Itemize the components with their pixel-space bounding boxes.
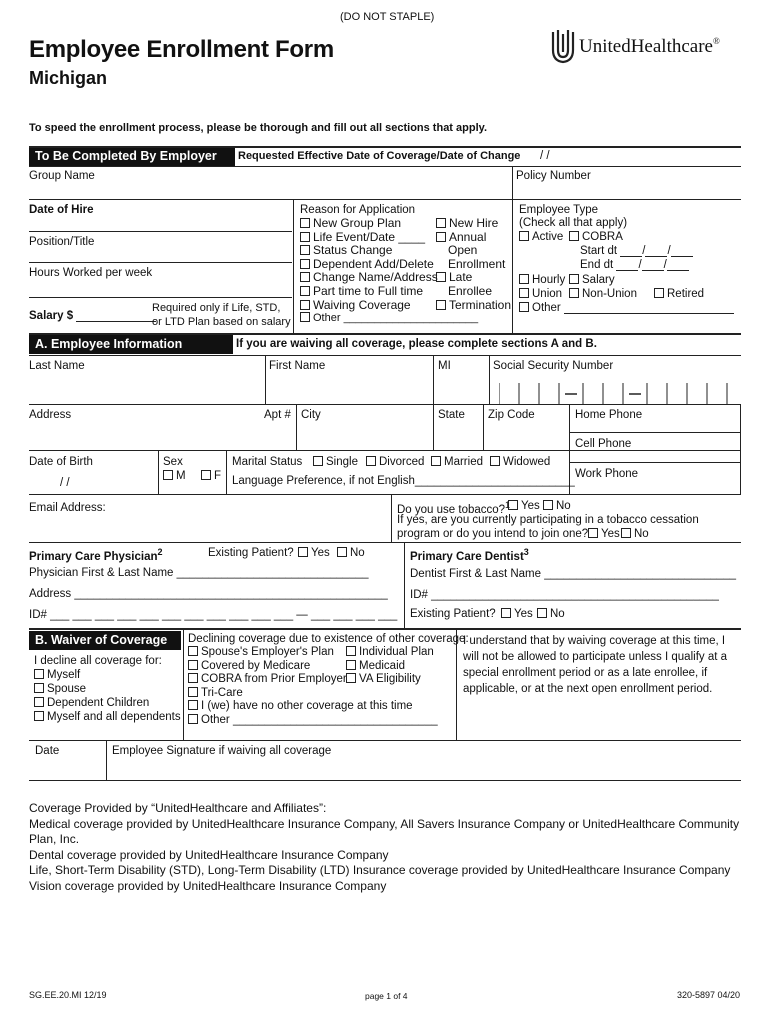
declining-va[interactable]: VA Eligibility	[346, 673, 434, 687]
checkbox-icon	[188, 714, 198, 724]
page-number: page 1 of 4	[365, 991, 408, 1001]
declining-other[interactable]: Other ________________________________	[188, 714, 438, 728]
checkbox-icon	[188, 646, 198, 656]
policy-number-field[interactable]: Policy Number	[516, 170, 591, 182]
type-other[interactable]: Other	[519, 302, 734, 314]
checkbox-icon	[300, 272, 310, 282]
employee-type-title: Employee Type	[519, 204, 599, 216]
checkbox-icon	[436, 232, 446, 242]
understand-line: I understand that by waiving coverage at this time, I	[463, 635, 726, 647]
tobacco-yes[interactable]: Yes	[508, 500, 540, 512]
effective-date-input[interactable]: / /	[540, 150, 550, 162]
declining-medicaid[interactable]: Medicaid	[346, 660, 434, 674]
employer-section-bar: To Be Completed By Employer	[29, 147, 235, 166]
reason-change-name-address[interactable]: Change Name/Address	[300, 271, 478, 285]
checkbox-icon	[34, 683, 44, 693]
salary-field[interactable]: Salary $	[29, 310, 156, 322]
checkbox-icon	[300, 259, 310, 269]
checkbox-icon	[346, 646, 356, 656]
position-title-field[interactable]: Position/Title	[29, 236, 95, 248]
checkbox-icon	[163, 470, 173, 480]
declining-title: Declining coverage due to existence of other coverage:	[188, 633, 469, 645]
dentist-name-field[interactable]: Dentist First & Last Name ______________________________	[410, 568, 737, 580]
type-non-union[interactable]: Non-Union	[569, 288, 637, 300]
type-active[interactable]: Active	[519, 231, 563, 243]
reason-enrollment: Enrollment	[448, 256, 506, 271]
coverage-line: Life, Short-Term Disability (STD), Long-Term Disability (LTD) Insurance coverage provided by UnitedHealthcare Insurance Company	[29, 863, 731, 877]
city-field[interactable]: City	[301, 409, 321, 421]
checkbox-icon	[300, 286, 310, 296]
checkbox-icon	[34, 711, 44, 721]
reason-late[interactable]: Late	[436, 271, 511, 285]
checkbox-icon	[519, 231, 529, 241]
checkbox-icon	[346, 660, 356, 670]
physician-address-field[interactable]: Address _________________________________________________	[29, 588, 388, 600]
reason-termination[interactable]: Termination	[436, 299, 511, 313]
ssn-field[interactable]: Social Security Number	[493, 360, 614, 372]
reason-part-to-full[interactable]: Part time to Full time	[300, 285, 478, 299]
understand-text	[463, 633, 727, 697]
dentist-id-field[interactable]: ID# _____________________________________________	[410, 589, 719, 601]
checkbox-icon	[300, 312, 310, 322]
checkbox-icon	[501, 608, 511, 618]
checkbox-icon	[34, 697, 44, 707]
checkbox-icon	[34, 669, 44, 679]
reason-annual[interactable]: Annual	[436, 231, 511, 245]
date-of-hire-field[interactable]: Date of Hire	[29, 204, 94, 216]
reason-title: Reason for Application	[300, 204, 416, 216]
address-field[interactable]: Address	[29, 409, 72, 421]
reason-status-change[interactable]: Status Change	[300, 244, 478, 258]
decline-spouse[interactable]: Spouse	[34, 682, 181, 696]
section-b-bar: B. Waiver of Coverage	[29, 631, 181, 650]
marital-single[interactable]: Single	[313, 456, 358, 468]
checkbox-icon	[313, 456, 323, 466]
checkbox-icon	[431, 456, 441, 466]
home-phone-field[interactable]: Home Phone	[575, 409, 643, 421]
checkbox-icon	[300, 218, 310, 228]
sex-label: Sex	[163, 456, 183, 468]
instructions: To speed the enrollment process, please be thorough and fill out all sections that apply.	[29, 122, 487, 134]
hours-worked-field[interactable]: Hours Worked per week	[29, 267, 153, 279]
checkbox-icon	[298, 547, 308, 557]
start-date-field[interactable]: Start dt / /	[580, 245, 693, 257]
reason-dependent-add-delete[interactable]: Dependent Add/Delete	[300, 258, 478, 272]
coverage-line: Plan, Inc.	[29, 832, 80, 846]
effective-date-label: Requested Effective Date of Coverage/Date of Change	[238, 150, 521, 162]
group-name-field[interactable]: Group Name	[29, 170, 95, 182]
waiving-note: If you are waiving all coverage, please complete sections A and B.	[236, 338, 597, 350]
state-subtitle: Michigan	[29, 68, 108, 88]
declining-spouse-plan[interactable]: Spouse's Employer's Plan	[188, 646, 438, 660]
checkbox-icon	[537, 608, 547, 618]
uhc-logo-icon	[551, 28, 575, 64]
understand-line: special enrollment period or as a late enrollee, if	[463, 667, 708, 679]
tobacco-question: Do you use tobacco?$^1$	[397, 500, 511, 516]
decline-myself-and-dependents[interactable]: Myself and all dependents	[34, 710, 181, 724]
pcd-existing-yes[interactable]: Yes	[501, 608, 533, 620]
declining-cobra[interactable]: COBRA from Prior Employer	[188, 673, 438, 687]
checkbox-icon	[569, 231, 579, 241]
first-name-field[interactable]: First Name	[269, 360, 326, 372]
doc-number: 320-5897 04/20	[677, 990, 741, 1000]
pcp-existing-no[interactable]: No	[337, 547, 365, 559]
tobacco-no[interactable]: No	[543, 500, 571, 512]
declining-tricare[interactable]: Tri-Care	[188, 687, 438, 701]
dob-slashes: / /	[60, 477, 70, 489]
reason-life-event[interactable]: Life Event/Date ____	[300, 231, 478, 245]
checkbox-icon	[300, 300, 310, 310]
coverage-line: Coverage Provided by “UnitedHealthcare and Affiliates”:	[29, 801, 327, 815]
type-salary[interactable]: Salary	[569, 274, 615, 286]
reason-new-group-plan[interactable]: New Group Plan	[300, 217, 478, 231]
cessation-no[interactable]: No	[621, 528, 649, 540]
checkbox-icon	[337, 547, 347, 557]
salary-note-1: Required only if Life, STD,	[152, 302, 281, 314]
language-field[interactable]: Language Preference, if not English_________________________	[232, 475, 575, 487]
physician-name-field[interactable]: Physician First & Last Name ______________________________	[29, 567, 369, 579]
coverage-line: Dental coverage provided by UnitedHealthcare Insurance Company	[29, 847, 389, 862]
reason-other[interactable]: Other ______________________	[300, 312, 478, 326]
type-cobra[interactable]: COBRA	[569, 231, 623, 243]
marital-status-label: Marital Status	[232, 456, 303, 468]
form-code: SG.EE.20.MI 12/19	[29, 990, 107, 1000]
checkbox-icon	[346, 673, 356, 683]
type-retired[interactable]: Retired	[654, 288, 704, 300]
mi-field[interactable]: MI	[438, 360, 451, 372]
checkbox-icon	[569, 274, 579, 284]
section-a-bar: A. Employee Information	[29, 335, 233, 354]
end-date-field[interactable]: End dt / /	[580, 259, 689, 271]
checkbox-icon	[543, 500, 553, 510]
reasons-right-list	[436, 217, 511, 312]
checkbox-icon	[366, 456, 376, 466]
decline-myself[interactable]: Myself	[34, 668, 181, 682]
cell-phone-field[interactable]: Cell Phone	[575, 438, 632, 450]
reason-enrollee: Enrollee	[448, 283, 493, 298]
declining-right-list	[346, 646, 434, 687]
sex-f[interactable]: F	[201, 470, 221, 482]
type-hourly[interactable]: Hourly	[519, 274, 565, 286]
signature-field[interactable]: Employee Signature if waiving all coverage	[112, 745, 332, 757]
pcp-label: Primary Care Physician$^2$	[29, 547, 163, 563]
pcd-label: Primary Care Dentist$^3$	[410, 547, 529, 563]
checkbox-icon	[490, 456, 500, 466]
page-title: Employee Enrollment Form	[29, 36, 334, 63]
understand-line: applicable, or at the next open enrollment period.	[463, 683, 713, 695]
state-field[interactable]: State	[438, 409, 465, 421]
decline-title: I decline all coverage for:	[34, 655, 162, 667]
checkbox-icon	[300, 245, 310, 255]
tobacco-question-2: If yes, are you currently participating in a tobacco cessation	[397, 514, 699, 526]
pcd-existing-no[interactable]: No	[537, 608, 565, 620]
salary-note-2: or LTD Plan based on salary	[152, 316, 291, 328]
checkbox-icon	[519, 274, 529, 284]
coverage-line: Vision coverage provided by UnitedHealthcare Insurance Company	[29, 878, 387, 893]
decline-dependent-children[interactable]: Dependent Children	[34, 696, 181, 710]
marital-divorced[interactable]: Divorced	[366, 456, 424, 468]
dob-field[interactable]: Date of Birth	[29, 456, 93, 468]
understand-line: will not be allowed to participate unless I qualify at a	[463, 651, 728, 663]
checkbox-icon	[300, 232, 310, 242]
employee-type-sub: (Check all that apply)	[519, 217, 628, 229]
coverage-text	[29, 801, 739, 894]
date-field[interactable]: Date	[35, 745, 60, 757]
sex-m[interactable]: M	[163, 470, 186, 482]
pcp-existing-patient: Existing Patient?	[208, 547, 294, 559]
last-name-field[interactable]: Last Name	[29, 360, 85, 372]
checkbox-icon	[508, 500, 518, 510]
coverage-line: Medical coverage provided by UnitedHealthcare Insurance Company, All Savers Insurance Company or UnitedHealthcare Community	[29, 816, 740, 831]
zip-field[interactable]: Zip Code	[488, 409, 535, 421]
email-field[interactable]: Email Address:	[29, 502, 106, 514]
marital-married[interactable]: Married	[431, 456, 483, 468]
brand-name: UnitedHealthcare®	[579, 36, 720, 57]
declining-no-other[interactable]: I (we) have no other coverage at this time	[188, 700, 438, 714]
type-union[interactable]: Union	[519, 288, 562, 300]
checkbox-icon	[436, 300, 446, 310]
checkbox-icon	[188, 660, 198, 670]
checkbox-icon	[654, 288, 664, 298]
pcd-existing-patient: Existing Patient?	[410, 608, 496, 620]
apt-field[interactable]: Apt #	[264, 409, 291, 421]
declining-individual-plan[interactable]: Individual Plan	[346, 646, 434, 660]
checkbox-icon	[436, 272, 446, 282]
checkbox-icon	[436, 218, 446, 228]
checkbox-icon	[188, 673, 198, 683]
checkbox-icon	[201, 470, 211, 480]
checkbox-icon	[569, 288, 579, 298]
checkbox-icon	[519, 302, 529, 312]
checkbox-icon	[621, 528, 631, 538]
physician-id-field[interactable]: ID# ___ ___ ___ ___ ___ ___ ___ ___ ___ ___ ___ — ___ ___ ___ ___	[29, 609, 398, 621]
do-not-staple: (DO NOT STAPLE)	[340, 11, 435, 23]
decline-list	[34, 668, 181, 724]
work-phone-field[interactable]: Work Phone	[575, 468, 639, 480]
cessation-yes[interactable]: Yes	[588, 528, 620, 540]
reason-waiving-coverage[interactable]: Waiving Coverage	[300, 299, 478, 313]
checkbox-icon	[588, 528, 598, 538]
checkbox-icon	[188, 700, 198, 710]
reason-open: Open	[448, 243, 478, 258]
pcp-existing-yes[interactable]: Yes	[298, 547, 330, 559]
reason-new-hire[interactable]: New Hire	[436, 217, 511, 231]
declining-medicare[interactable]: Covered by Medicare	[188, 660, 438, 674]
checkbox-icon	[519, 288, 529, 298]
tobacco-question-3: program or do you intend to join one?	[397, 528, 589, 540]
checkbox-icon	[188, 687, 198, 697]
marital-widowed[interactable]: Widowed	[490, 456, 550, 468]
